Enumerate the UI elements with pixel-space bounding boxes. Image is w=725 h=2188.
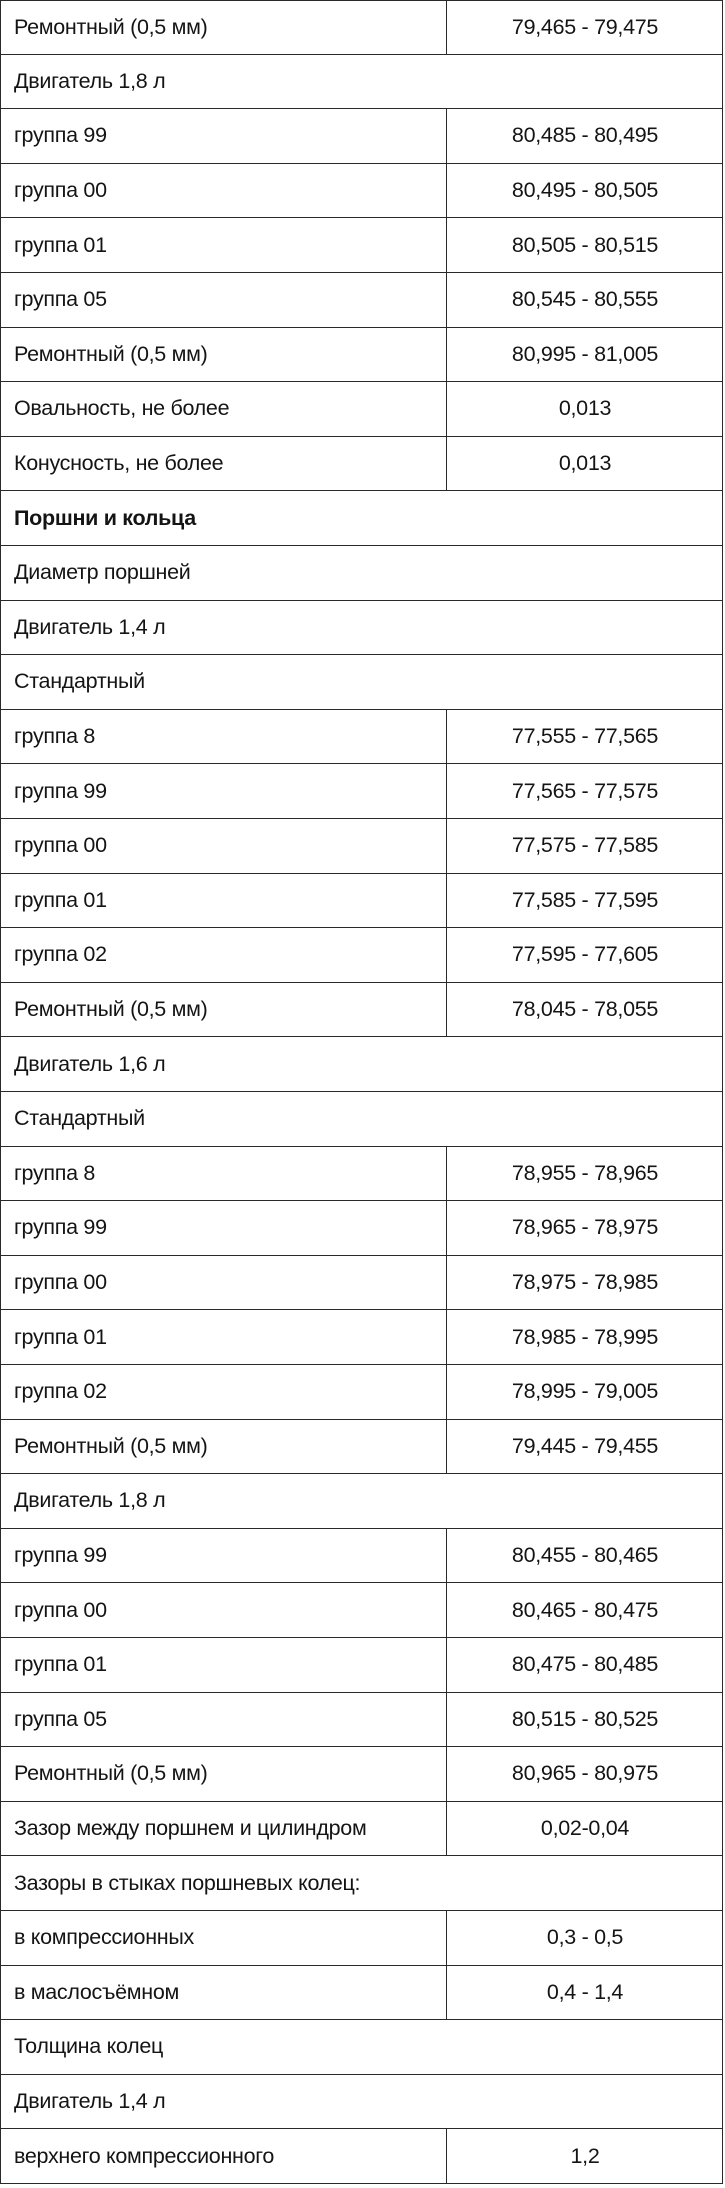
table-row (0, 0, 723, 55)
table-row (0, 1638, 723, 1693)
row-label: группа 99 (14, 1543, 107, 1568)
table-row (0, 764, 723, 819)
row-label: Зазор между поршнем и цилиндром (14, 1816, 367, 1841)
row-value: 79,465 - 79,475 (511, 14, 659, 39)
row-value: 80,995 - 81,005 (511, 341, 659, 366)
row-label: группа 00 (14, 178, 107, 203)
row-value: 78,995 - 79,005 (511, 1379, 659, 1404)
row-label: Двигатель 1,6 л (14, 1051, 166, 1076)
row-label: группа 00 (14, 833, 107, 858)
table-row (0, 983, 723, 1038)
subheading-row (0, 1474, 723, 1529)
row-label: Двигатель 1,8 л (14, 1488, 166, 1513)
row-label: Двигатель 1,8 л (14, 68, 166, 93)
row-value: 77,575 - 77,585 (511, 833, 659, 858)
row-label: группа 00 (14, 1597, 107, 1622)
table-row (0, 819, 723, 874)
table-row (0, 1747, 723, 1802)
row-value: 78,955 - 78,965 (511, 1160, 659, 1185)
row-label: Ремонтный (0,5 мм) (14, 14, 208, 39)
subheading-row (0, 2020, 723, 2075)
table-row (0, 1802, 723, 1857)
subheading-row (0, 601, 723, 656)
row-value: 77,595 - 77,605 (511, 942, 659, 967)
row-label: в компрессионных (14, 1925, 194, 1950)
row-label: группа 01 (14, 1324, 107, 1349)
row-label: Стандартный (14, 669, 145, 694)
row-label: группа 02 (14, 1379, 107, 1404)
table-row (0, 1966, 723, 2021)
table-row (0, 1420, 723, 1475)
row-label: группа 01 (14, 887, 107, 912)
row-value: 78,975 - 78,985 (511, 1270, 659, 1295)
table-row (0, 437, 723, 492)
row-label: группа 8 (14, 1160, 96, 1185)
table-row (0, 874, 723, 929)
row-label: Двигатель 1,4 л (14, 614, 166, 639)
row-value: 77,565 - 77,575 (511, 778, 659, 803)
row-label: группа 00 (14, 1270, 107, 1295)
row-label: Ремонтный (0,5 мм) (14, 1761, 208, 1786)
table-row (0, 1529, 723, 1584)
section-heading-row (0, 491, 723, 546)
table-row (0, 1365, 723, 1420)
row-value: 77,555 - 77,565 (511, 724, 659, 749)
row-value: 78,045 - 78,055 (511, 997, 659, 1022)
table-row (0, 164, 723, 219)
subheading-row (0, 55, 723, 110)
subheading-row (0, 1037, 723, 1092)
table-row (0, 1911, 723, 1966)
table-row (0, 1147, 723, 1202)
table-row (0, 928, 723, 983)
table-row (0, 328, 723, 383)
subheading-row (0, 655, 723, 710)
subheading-row (0, 2075, 723, 2130)
row-label: Поршни и кольца (14, 505, 196, 530)
table-row (0, 1693, 723, 1748)
row-value: 80,495 - 80,505 (511, 178, 659, 203)
table-row (0, 218, 723, 273)
row-value: 80,485 - 80,495 (511, 123, 659, 148)
row-value: 80,515 - 80,525 (511, 1706, 659, 1731)
row-value: 80,545 - 80,555 (511, 287, 659, 312)
row-label: Зазоры в стыках поршневых колец: (14, 1870, 361, 1895)
table-row (0, 1310, 723, 1365)
row-label: Диаметр поршней (14, 560, 191, 585)
table-row (0, 1583, 723, 1638)
subheading-row (0, 1092, 723, 1147)
row-value: 80,475 - 80,485 (511, 1652, 659, 1677)
table-row (0, 710, 723, 765)
row-value: 0,02-0,04 (540, 1816, 630, 1841)
row-value: 80,505 - 80,515 (511, 232, 659, 257)
table-row (0, 2129, 723, 2184)
row-value: 80,965 - 80,975 (511, 1761, 659, 1786)
table-row (0, 109, 723, 164)
row-label: Ремонтный (0,5 мм) (14, 1433, 208, 1458)
row-value: 79,445 - 79,455 (511, 1433, 659, 1458)
row-label: группа 02 (14, 942, 107, 967)
row-value: 0,4 - 1,4 (546, 1979, 624, 2004)
row-label: Конусность, не более (14, 451, 224, 476)
row-value: 78,965 - 78,975 (511, 1215, 659, 1240)
row-value: 80,465 - 80,475 (511, 1597, 659, 1622)
row-value: 80,455 - 80,465 (511, 1543, 659, 1568)
table-row (0, 273, 723, 328)
row-value: 78,985 - 78,995 (511, 1324, 659, 1349)
row-value: 0,013 (558, 396, 612, 421)
row-label: группа 8 (14, 724, 96, 749)
row-value: 1,2 (570, 2143, 600, 2168)
row-label: Овальность, не более (14, 396, 230, 421)
row-label: Ремонтный (0,5 мм) (14, 997, 208, 1022)
table-row (0, 1201, 723, 1256)
row-label: группа 01 (14, 232, 107, 257)
row-label: Ремонтный (0,5 мм) (14, 341, 208, 366)
table-row (0, 1256, 723, 1311)
row-label: Двигатель 1,4 л (14, 2089, 166, 2114)
row-label: группа 99 (14, 778, 107, 803)
row-label: группа 01 (14, 1652, 107, 1677)
row-label: верхнего компрессионного (14, 2143, 274, 2168)
row-label: группа 05 (14, 1706, 107, 1731)
table-row (0, 382, 723, 437)
row-label: группа 99 (14, 1215, 107, 1240)
row-label: Толщина колец (14, 2034, 164, 2059)
subheading-row (0, 546, 723, 601)
row-label: группа 99 (14, 123, 107, 148)
row-label: группа 05 (14, 287, 107, 312)
row-label: в маслосъёмном (14, 1979, 179, 2004)
row-value: 77,585 - 77,595 (511, 887, 659, 912)
row-value: 0,013 (558, 451, 612, 476)
row-label: Стандартный (14, 1106, 145, 1131)
row-value: 0,3 - 0,5 (546, 1925, 624, 1950)
subheading-row (0, 1856, 723, 1911)
